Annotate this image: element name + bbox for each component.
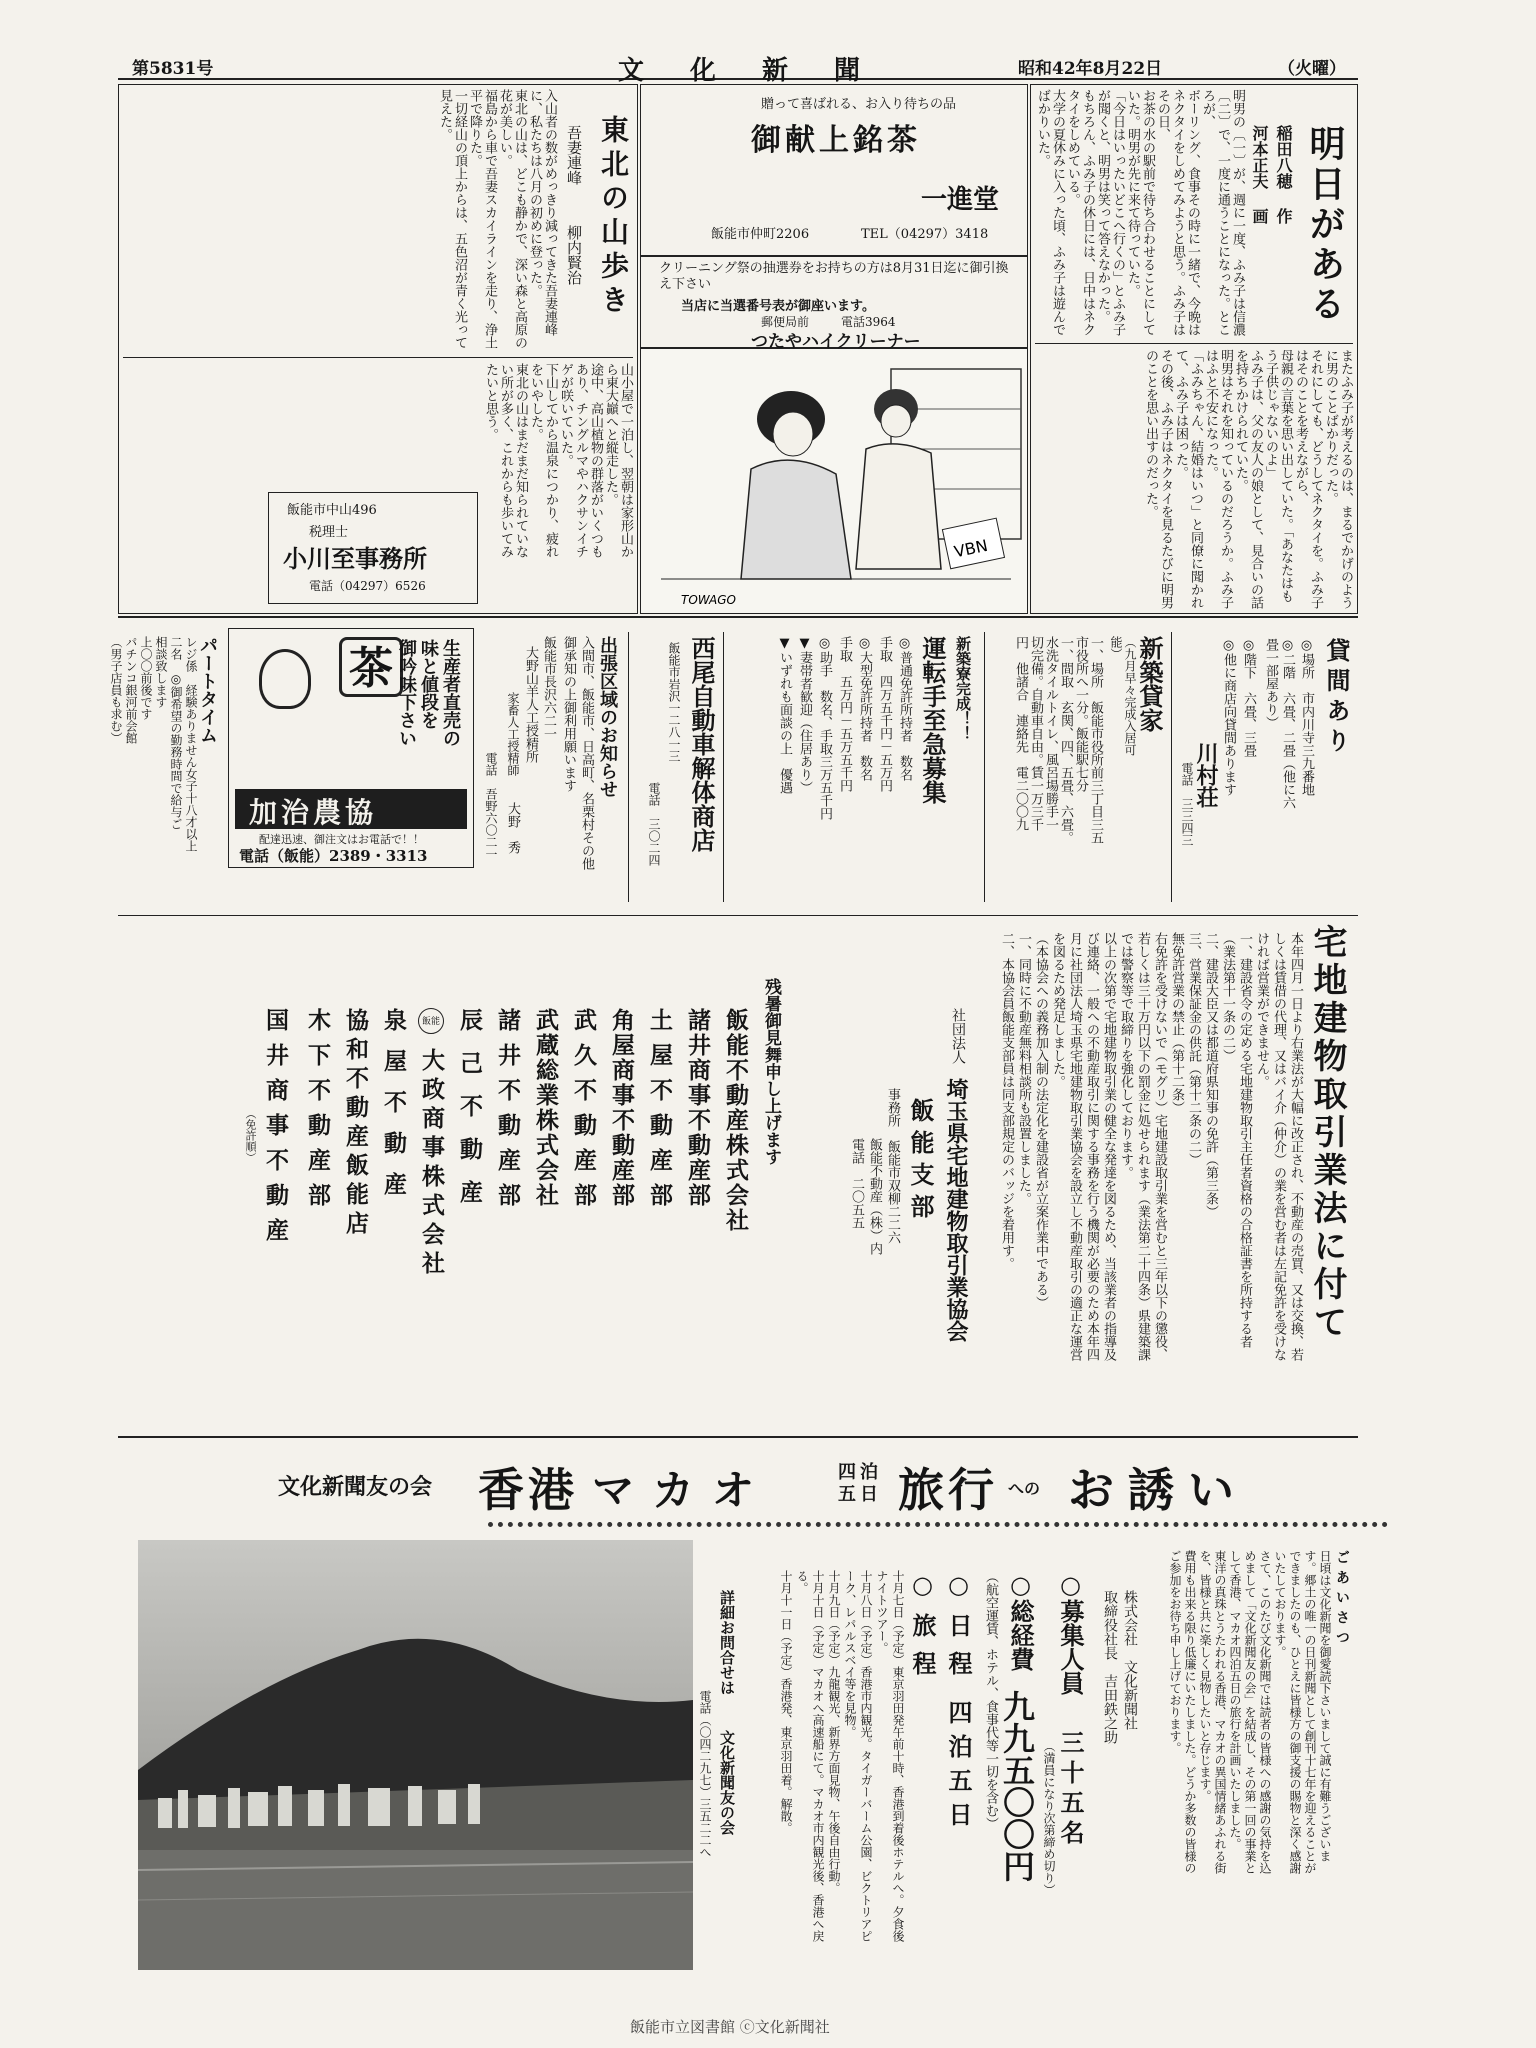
tea-tel: TEL（04297）3418 xyxy=(861,227,989,242)
rooms-other: ◎他に商店向貸間あります xyxy=(1221,638,1236,796)
serial-para: 明男の〔一〕が、週に一度、ふみ子は信濃〔二〕で、一度に通うことになった。ところが、 xyxy=(1200,89,1245,336)
house-note: （九月早々完成入居可能） xyxy=(1109,636,1137,756)
dotted-rule xyxy=(488,1522,1388,1527)
coop-ad xyxy=(228,628,474,868)
rooms-title: 貸間あり xyxy=(1322,638,1351,758)
drivers-line: 手取 五万円－五万五千円 xyxy=(837,636,852,792)
serial-para: お茶の水の駅前で待ち合わせることにしていた。明男が先に来て待っていた。 xyxy=(1125,89,1155,336)
issue-weekday: （火曜） xyxy=(1278,59,1346,79)
greeting-para: さて、このたび文化新聞では読者の皆様への感謝の気持を込めまして「文化新聞友の会」を結成し、その第一回の事業として香港、マカオ四泊五日の旅行を計画いたしました。 xyxy=(1228,1550,1272,1874)
member-firm: 泉屋不動産 xyxy=(380,1008,407,1213)
rooms-tel: 電話 三三四三 xyxy=(1180,762,1194,846)
notice-tel: 電話 吾野六〇二一 xyxy=(484,752,498,860)
house-line: 水洗タイルトイレ、風呂場勝手一 xyxy=(1043,636,1058,831)
land-law-para: 一、同時に不動産無料相談所も設置しました。 xyxy=(1016,932,1031,1205)
schedule-value: 四泊五日 xyxy=(944,1700,973,1836)
house-line: 一、場所 飯能市役所前三丁目三五 xyxy=(1088,636,1103,844)
house-line: 切完備。自動車自由。賃一万三千 xyxy=(1028,636,1043,831)
insemination-notice xyxy=(478,632,624,902)
rooms-floor2: ◎二階 六畳、二畳（他に六畳一部屋あり） xyxy=(1263,638,1295,809)
serial-illustration xyxy=(640,348,1028,614)
cleaning-tel: 電話3964 xyxy=(841,315,896,329)
serial-para: ふみ子は、父の友人の娘として、見合いの話を持ちかけられていた。 xyxy=(1233,349,1263,609)
assoc-prefix: 社団法人 xyxy=(950,1008,966,1064)
tea-shop-name: 一進堂 xyxy=(921,185,1000,215)
tax-role: 税理士 xyxy=(309,525,349,540)
member-firm: 大政商事株式会社 xyxy=(418,1048,445,1280)
greeting-title: ごあいさつ xyxy=(1334,1550,1350,1650)
parttime-line: 二名 ◎御希望の勤務時間で給与ご xyxy=(169,636,183,830)
cleaning-shop-name: つたやハイクリーナー xyxy=(751,332,921,352)
member-stamp xyxy=(418,1008,444,1034)
serial-para: ボーリング、食事その時に一緒で、今晩はネクタイをしめてみようと思う。ふみ子はその日、 xyxy=(1155,89,1200,336)
assoc-tel: 電話 二〇五五 xyxy=(849,1138,864,1229)
essay-para: 山小屋で一泊し、翌朝は家形山から東大巓へと縦走した。 xyxy=(603,363,633,558)
rooms-location: ◎場所 市内川寺三九番地 xyxy=(1299,638,1314,796)
cleaning-notice: クリーニング祭の抽選券をお持ちの方は8月31日迄に御引換え下さい xyxy=(659,261,1009,292)
notice-sub: 家畜人工授精師 xyxy=(506,692,520,776)
itinerary-day: 十月九日（予定）九龍観光、新界方面見物、午後自由行動。 xyxy=(827,1570,841,1894)
essay-para: 一切経山の頂上からは、五色沼が青く光って見えた。 xyxy=(437,89,467,349)
cleaning-sub: 当店に当選番号表が御座います。 xyxy=(681,299,875,314)
house-ad xyxy=(984,632,1172,902)
land-law-para: 無免許営業の禁止（第十二条） xyxy=(1169,932,1184,1114)
tea-product: 御献上銘茶 xyxy=(751,123,921,158)
parttime-title: パートタイム xyxy=(197,636,218,744)
itinerary-label: ○旅程 xyxy=(908,1570,937,1689)
land-law-para: （本協会への義務加入制の法定化を建設省が立案作業中である） xyxy=(1033,932,1048,1309)
notice-org: 大野山羊人工授精所 xyxy=(523,646,538,763)
notice-title: 出張区域のお知らせ xyxy=(597,636,618,798)
land-law-title: 宅地建物取引業法に付て xyxy=(1307,924,1347,1342)
company-president: 取締役社長 吉田鉄之助 xyxy=(1102,1590,1118,1744)
travel-section xyxy=(118,1440,1358,1990)
tax-office-ad-box xyxy=(268,492,478,604)
notice-line: 御承知の上御利用願います xyxy=(561,636,576,792)
auto-tel: 電話 三〇二四 xyxy=(647,782,661,866)
essay-para: 東北の山はまだまだ知られていない所が多く、これからも歩いてみたいと思う。 xyxy=(483,363,528,558)
member-firm: 武久不動産部 xyxy=(570,1008,597,1218)
masthead xyxy=(118,52,1358,86)
paper-name: 文化新聞 xyxy=(618,56,907,86)
tax-address: 飯能市中山496 xyxy=(287,503,377,518)
itinerary-day: 十月七日（予定）東京羽田発午前十時、香港到着後ホテルへ。夕食後ナイトツアー。 xyxy=(875,1570,905,1942)
stamp-text: 飯能 xyxy=(421,1017,440,1027)
notice-person: 大野 秀 xyxy=(505,802,520,854)
serial-novel xyxy=(1030,84,1358,614)
greeting: 残暑御見舞申し上げます xyxy=(761,978,781,1165)
itinerary xyxy=(716,1570,906,1950)
coop-name: 加治農協 xyxy=(249,796,378,829)
drivers-ad xyxy=(728,632,978,902)
essay-para: 福島から車で吾妻スカイラインを走り、浄土平で降りた。 xyxy=(467,89,497,349)
drivers-tag: 新築寮完成！！ xyxy=(954,636,972,741)
essay-text-upper xyxy=(125,89,557,351)
coop-tel: 電話（飯能）2389・3313 xyxy=(239,847,428,865)
member-firm: 諸井商事不動産部 xyxy=(684,1008,711,1208)
coop-pot-icon xyxy=(259,649,311,709)
coop-line2: 味と値段を xyxy=(418,639,439,729)
parttime-line: （男子店員も求む） xyxy=(109,636,123,744)
parttime-ad xyxy=(109,632,224,902)
classified-row xyxy=(109,616,1358,916)
contact-name: 文化新聞友の会 xyxy=(718,1730,736,1835)
house-line: 円 他諸合 連絡先 電二〇〇九 xyxy=(1013,636,1028,831)
library-footer: 飯能市立図書館 ⓒ文化新聞社 xyxy=(630,2018,830,2036)
serial-author: 稲田八穂 作 xyxy=(1274,125,1293,224)
member-firm: 諸井不動産部 xyxy=(494,1008,521,1218)
itinerary-day: 十月十一日（予定）香港発、東京羽田着。解散。 xyxy=(779,1570,793,1834)
house-line: 市役所へ一分。飯能駅七分 xyxy=(1073,636,1088,792)
issue-number: 第5831号 xyxy=(132,59,214,79)
land-law-section xyxy=(118,918,1358,1438)
drivers-line: ▼妻帯者歓迎（住居あり） xyxy=(797,636,812,794)
travel-invite: お誘い xyxy=(1068,1463,1248,1517)
tax-office-name: 小川至事務所 xyxy=(283,544,427,573)
cleaning-location: 郵便局前 xyxy=(761,315,810,329)
hong-kong-photo xyxy=(138,1540,693,1970)
travel-dest: 香港 xyxy=(478,1463,578,1517)
serial-para: 明男はそれを知っているのだろうか。ふみ子はふと不安になった。 xyxy=(1203,349,1233,609)
member-firm: 協和不動産飯能店 xyxy=(342,1008,369,1240)
essay-para: 東北の山は、どこも静かで、深い森と高原の花が美しい。 xyxy=(497,89,527,349)
auto-name: 西尾自動車解体商店 xyxy=(687,636,716,852)
serial-para: 「今日はいったいどこへ行くの」とふみ子が聞くと、明男は笑って答えなかった。 xyxy=(1095,89,1125,336)
drivers-details xyxy=(732,636,914,896)
assoc-name: 埼玉県宅地建物取引業協会 xyxy=(943,1078,969,1342)
drivers-line: 手取 四万五千円－五万円 xyxy=(877,636,892,792)
essay-author-prefix: 吾妻連峰 xyxy=(565,125,583,185)
contact-prefix: 詳細お問合せは xyxy=(718,1590,736,1695)
member-firm: 辰己不動産 xyxy=(456,1008,483,1223)
serial-para: それにしても、どうしてネクタイを。ふみ子はそのことを考えながら、 xyxy=(1293,349,1323,609)
issue-date: 昭和42年8月22日 xyxy=(1018,59,1163,79)
auto-address: 飯能市岩沢一二八一三 xyxy=(667,642,681,762)
coop-line3: 御吟味下さい xyxy=(396,639,417,747)
greeting-para: 費用も出来る限り低廉にいたしました。どうか多数の皆様のご参加をお待ち申し上げております。 xyxy=(1168,1550,1197,1874)
travel-word: 旅行 xyxy=(898,1463,998,1517)
schedule-label: ○日程 xyxy=(944,1570,973,1689)
illustration-drawing xyxy=(641,349,1027,613)
parttime-line: パチンコ銀河前会館 xyxy=(124,636,138,744)
drivers-line: ◎普通免許所持者 数名 xyxy=(897,636,912,781)
serial-title: 明日がある xyxy=(1304,125,1346,325)
recruit-value: 三十五名 xyxy=(1056,1730,1085,1850)
land-law-para: 二、本協会員飯能支部員は同支部規定のバッジを着用す。 xyxy=(999,932,1014,1270)
drivers-line: ▼いずれも面談の上 優遇 xyxy=(777,636,792,794)
drivers-line: ◎助手 数名、手取三万五千円 xyxy=(817,636,832,820)
drivers-title: 運転手至急募集 xyxy=(918,636,947,804)
essay-para: 入山者の数がめっきり減ってきた吾妻連峰に、私たちは八月の初めに登った。 xyxy=(527,89,557,336)
serial-para: その後、ふみ子はネクタイを見るたびに明男のことを思い出すのだった。 xyxy=(1143,349,1173,609)
drivers-line: ◎大型免許所持者 数名 xyxy=(857,636,872,781)
itinerary-day: 十月八日（予定）香港市内観光。タイガーバーム公園、ビクトリアピーク、レパルスベイ等を見物。 xyxy=(843,1570,873,1942)
greeting-para: 日頃は文化新聞を御愛読下さいまして誠に有難うございます。郷土の唯一の日刊新聞として創刊十七年を迎えることができましたのも、ひとえに皆様方の御支援の賜物と深く感謝いたしております。 xyxy=(1273,1550,1332,1874)
land-law-para: 二、建設大臣又は都道府県知事の免許（第三条） xyxy=(1203,932,1218,1218)
tea-address: 飯能市仲町2206 xyxy=(711,227,810,242)
serial-text-lower xyxy=(1035,349,1353,611)
member-firm: 角屋商事不動産部 xyxy=(608,1008,635,1208)
coop-line1: 生産者直売の xyxy=(440,639,461,747)
recruit-note: （満員になり次第締め切り） xyxy=(1042,1740,1056,1896)
house-title: 新築貸家 xyxy=(1135,636,1164,732)
tea-leaf-icon: 茶 xyxy=(349,643,393,694)
serial-para: 母親の言葉を思い出していた。「あなたはもう子供じゃないのよ」 xyxy=(1263,349,1293,603)
serial-para: またふみ子が考えるのは、まるでかげのように男のことばかりだった。 xyxy=(1323,349,1353,609)
member-firm: 武蔵総業株式会社 xyxy=(532,1008,559,1208)
travel-days-bottom: 五日 xyxy=(838,1484,882,1505)
serial-para: もちろん、ふみ子の休日には、日中はネクタイをしめている。 xyxy=(1065,89,1095,336)
land-law-para: 一、建設省令の定める宅地建物取引主任者資格の合格証書を所持する者（業法第十一条の二） xyxy=(1220,932,1252,1348)
parttime-line: レジ係 経験ありません女子十八才以上 xyxy=(184,636,198,852)
assoc-office2: 飯能不動産（株）内 xyxy=(867,1138,882,1255)
parttime-line: 上〇〇前後です xyxy=(139,636,153,720)
tea-tagline: 贈って喜ばれる、お入り待ちの品 xyxy=(761,97,957,112)
rooms-name: 川村荘 xyxy=(1193,742,1219,808)
travel-days-top: 四泊 xyxy=(838,1462,882,1483)
parttime-details xyxy=(109,636,198,896)
cleaning-ad xyxy=(640,256,1028,352)
travel-dest2: マカオ xyxy=(592,1466,773,1515)
house-line: 一、間取 玄関、四、五畳、六畳。 xyxy=(1058,636,1073,844)
essay-para: 下山してから温泉につかり、疲れをいやした。 xyxy=(528,363,558,558)
parttime-line: 相談致します xyxy=(154,636,168,708)
coop-note: 配達迅速、御注文はお電話で！！ xyxy=(259,833,424,846)
serial-artist: 河本正夫 画 xyxy=(1250,125,1269,224)
rooms-floor1: ◎階下 六畳、三畳 xyxy=(1241,638,1256,757)
serial-text-upper xyxy=(1035,89,1245,339)
illustration-signature: TOWAGO xyxy=(681,593,736,607)
notice-line: 入間市、飯能市、日高町、名栗村その他 xyxy=(579,636,594,870)
land-law-para: 本年四月一日より右業法が大幅に改正され、不動産の売買、又は交換、若しくは賃借の代理、又はバイ介（仲介）の業を営む者は左記免許を受けなければ営業ができません。 xyxy=(1254,932,1303,1361)
cost-value: 九九五〇〇円 xyxy=(998,1690,1036,1882)
cost-note: （航空運賃、ホテル、食事代等一切を含む） xyxy=(983,1570,998,1830)
notice-office: 飯能市長沢六二一 xyxy=(541,636,556,740)
assoc-branch: 飯能支部 xyxy=(906,1098,935,1226)
tax-tel: 電話（04297）6526 xyxy=(309,579,426,593)
land-law-body xyxy=(974,932,1304,1372)
license-note: （免許順） xyxy=(244,1108,257,1163)
land-law-para: 以上の次第で宅地建物取引業の健全な発達を図るため、当該業者の指導及び連絡、一般への不動産取引に関する事務を行う機関が必要のため本年四月に社団法人埼玉県宅地建物取引業協会を設立し不動産取引の適正な運営を図るため発足しました。 xyxy=(1050,932,1116,1361)
travel-org: 文化新聞友の会 xyxy=(278,1474,433,1500)
recruit-label: ○募集人員 xyxy=(1056,1570,1085,1695)
cost-label: ○総経費 xyxy=(1006,1570,1035,1671)
assoc-office: 事務所 飯能市双柳二二六 xyxy=(885,1088,900,1244)
member-firm: 国井商事不動産 xyxy=(262,1008,289,1253)
serial-para: 大学の夏休みに入った頃、ふみ子は遊んでばかりいた。 xyxy=(1035,89,1065,336)
photo-drawing xyxy=(138,1540,693,1970)
greeting-para: 東洋の真珠とうたわれる香港、マカオの異国情緒あふれる街を、皆様と共に楽しく見物したいと存じます。 xyxy=(1198,1550,1227,1874)
serial-para: 「ふみちゃん、結婚はいつ」と同僚に聞かれて、ふみ子は困った。 xyxy=(1173,349,1203,609)
land-law-para: 右免許を受けないで（モグリ）宅地建設取引業を営むと三年以下の懲役、若しくは三十万円以下の罰金に処せられます（業法第二十四条）県建築課では警察等で取締りを強化しております。 xyxy=(1118,932,1167,1361)
house-details xyxy=(987,636,1103,896)
member-firm: 木下不動産部 xyxy=(304,1008,331,1218)
tea-shop-ad xyxy=(640,84,1028,256)
land-law-para: 三、営業保証金の供託（第十二条の二） xyxy=(1186,932,1201,1166)
itinerary-day: 十月十日（予定）マカオへ高速船にて。マカオ市内観光後、香港へ戻る。 xyxy=(795,1570,825,1942)
essay-para: 途中、高山植物の群落がいくつもあり、チングルマやハクサンイチゲが咲いていた。 xyxy=(558,363,603,558)
member-firm: 土屋不動産部 xyxy=(646,1008,673,1218)
greeting-text xyxy=(1142,1550,1332,1880)
essay-title: 東北の山歩き xyxy=(597,115,630,319)
travel-he-no: への xyxy=(1008,1479,1041,1498)
essay-author: 柳内賢治 xyxy=(565,225,583,285)
rooms-ad xyxy=(1178,632,1356,902)
illustration-sign-text: VBN xyxy=(952,535,990,562)
member-firm: 飯能不動産株式会社 xyxy=(722,1008,749,1233)
auto-ad xyxy=(628,632,724,902)
company-name: 株式会社 文化新聞社 xyxy=(1122,1590,1138,1730)
contact-tel: 電話（〇四二九七）三五二二へ xyxy=(698,1690,712,1858)
